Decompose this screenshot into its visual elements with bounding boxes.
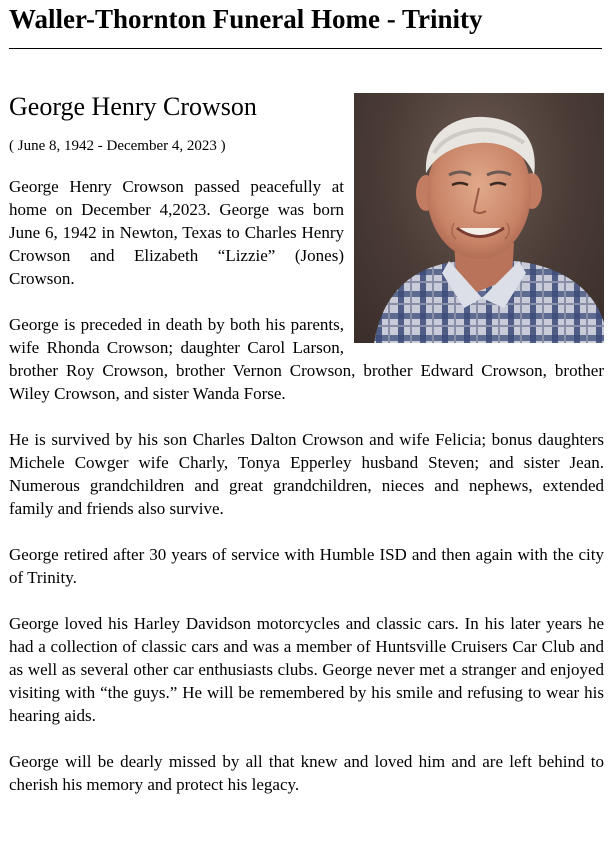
obituary-paragraph: George will be dearly missed by all that knew and loved him and are left behind to cherish his memory and protect his legacy. xyxy=(9,752,604,794)
portrait-photo xyxy=(354,93,604,343)
obituary-paragraph: He is survived by his son Charles Dalton Crowson and wife Felicia; bonus daughters Michele Cowger wife Charly, Tonya Epperley husband Steven; and sister Jean. Numerous grandchildren and great grandchildren, nieces and nephews, extended family and friends also survive. xyxy=(9,430,604,518)
obituary-paragraph: George Henry Crowson passed peacefully at home on December 4,2023. George was born June 6, 1942 in Newton, Texas to Charles Henry Crowson and Elizabeth “Lizzie” (Jones) Crowson. xyxy=(9,177,344,288)
obituary-paragraph: George is preceded in death by both his parents, wife Rhonda Crowson; daughter Carol Larson, brother Roy Crowson, brother Vernon Crowson, brother Edward Crowson, brother Wiley Crowson, and sister Wanda Forse. xyxy=(9,315,604,403)
title-divider xyxy=(9,48,602,49)
site-title: Waller-Thornton Funeral Home - Trinity xyxy=(9,4,483,34)
obituary-content xyxy=(9,93,604,796)
obituary-paragraph: George loved his Harley Davidson motorcycles and classic cars. In his later years he had a collection of classic cars and was a member of Huntsville Cruisers Car Club and as well as several other car enthusiasts clubs. George never met a stranger and enjoyed visiting with “the guys.” He will be remembered by his smile and refusing to wear his hearing aids. xyxy=(9,614,604,725)
deceased-name: George Henry Crowson xyxy=(9,92,257,121)
obituary-paragraph: George retired after 30 years of service with Humble ISD and then again with the city of Trinity. xyxy=(9,545,604,587)
portrait-illustration xyxy=(354,93,604,343)
life-dates: ( June 8, 1942 - December 4, 2023 ) xyxy=(9,138,226,154)
